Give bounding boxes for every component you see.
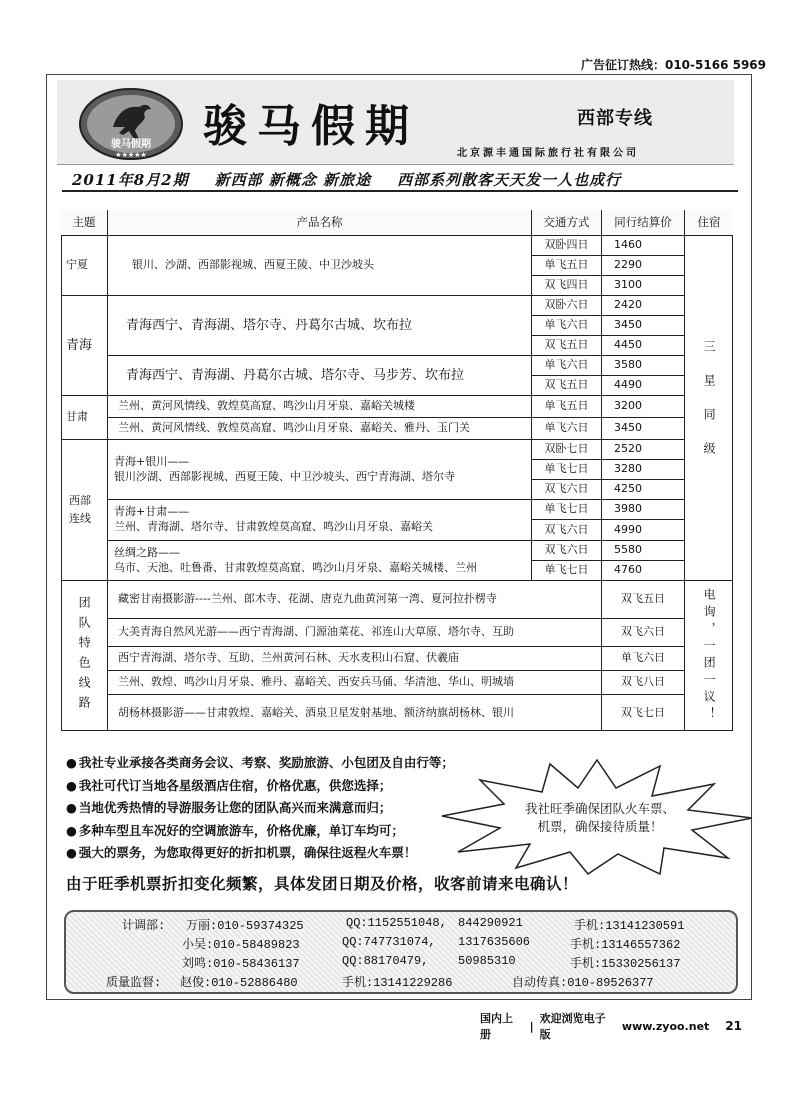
- quality-label: 质量监督:: [106, 976, 162, 990]
- transport-cell: 单飞七日: [532, 460, 602, 480]
- west-1-title: 青海+银川——: [114, 454, 190, 468]
- price-cell: 4760: [602, 561, 685, 581]
- transport-cell: 单飞六日: [602, 647, 685, 671]
- transport-cell: 单飞六日: [532, 418, 602, 440]
- footer-separator: |: [529, 1019, 534, 1033]
- transport-cell: 双卧七日: [532, 440, 602, 460]
- price-cell: 4990: [602, 520, 685, 541]
- footer-welcome: 欢迎浏览电子版: [539, 1012, 606, 1041]
- transport-cell: 双飞七日: [602, 695, 685, 731]
- transport-cell: 双卧六日: [532, 296, 602, 316]
- region-gansu: 甘肃: [61, 396, 108, 440]
- product-ningxia: 银川、沙湖、西部影视城、西夏王陵、中卫沙坡头: [108, 236, 532, 296]
- transport-cell: 双飞六日: [532, 541, 602, 561]
- product-west-1: [108, 440, 532, 500]
- price-cell: 3450: [602, 316, 685, 336]
- region-west: [61, 440, 108, 581]
- list-item: ● 我社可代订当地各星级酒店住宿，价格优惠，供您选择；: [66, 775, 454, 798]
- starburst-line-1: 我社旺季确保团队火车票、: [524, 801, 675, 816]
- price-cell: 3980: [602, 500, 685, 520]
- contact-name: 小吴:010-58489823: [182, 938, 300, 952]
- contact-qq: QQ:88170479,: [342, 954, 429, 968]
- price-cell: 3200: [602, 396, 685, 418]
- contact-mobile: 手机:13141230591: [574, 919, 685, 933]
- contact-row: [66, 973, 736, 992]
- transport-cell: 单飞六日: [532, 356, 602, 376]
- product-gansu-2: 兰州、黄河风情线、敦煌莫高窟、鸣沙山月牙泉、嘉峪关、雅丹、玉门关: [108, 418, 532, 440]
- contact-qq: QQ:747731074,: [342, 935, 436, 949]
- transport-cell: 双飞五日: [532, 376, 602, 396]
- price-notice: 由于旺季机票折扣变化频繁，具体发团日期及价格，收客前请来电确认！: [66, 875, 579, 893]
- group-note-text: 电询，一团一议！: [702, 588, 717, 724]
- transport-cell: 单飞五日: [532, 396, 602, 418]
- brand-subline: 西部专线: [577, 108, 653, 129]
- price-cell: 2290: [602, 256, 685, 276]
- quality-mobile: 手机:13141229286: [342, 976, 453, 990]
- service-list: [66, 752, 454, 865]
- price-cell: 4450: [602, 336, 685, 356]
- contact-row: [66, 954, 736, 973]
- header-hotel: 住宿: [685, 210, 733, 236]
- price-cell: 2420: [602, 296, 685, 316]
- contact-qq: QQ:1152551048,: [346, 916, 447, 930]
- price-cell: 4250: [602, 480, 685, 500]
- price-cell: 5580: [602, 541, 685, 561]
- product-west-3: [108, 541, 532, 581]
- transport-cell: 单飞六日: [532, 316, 602, 336]
- price-cell: 3100: [602, 276, 685, 296]
- transport-cell: 双飞五日: [602, 581, 685, 619]
- slogan-bar: [62, 168, 738, 192]
- price-cell: 3450: [602, 418, 685, 440]
- contact-mobile: 手机:15330256137: [570, 957, 681, 971]
- header-theme: 主题: [61, 210, 108, 236]
- logo-stars: ★★★★★: [115, 151, 147, 159]
- west-2-text: 兰州、青海湖、塔尔寺、甘肃敦煌莫高窟、鸣沙山月牙泉、嘉峪关: [114, 520, 433, 533]
- price-cell: 2520: [602, 440, 685, 460]
- page-number: 21: [725, 1019, 742, 1033]
- west-3-text: 乌市、天池、吐鲁番、甘肃敦煌莫高窟、鸣沙山月牙泉、嘉峪关城楼、兰州: [114, 560, 477, 574]
- product-gansu-1: 兰州、黄河风情线、敦煌莫高窟、鸣沙山月牙泉、嘉峪关城楼: [108, 396, 532, 418]
- header-transport: 交通方式: [532, 210, 602, 236]
- horse-logo: [79, 87, 183, 161]
- west-2-title: 青海+甘肃——: [114, 505, 190, 519]
- starburst-line-2: 机票，确保接待质量！: [537, 819, 663, 834]
- product-group-5: 胡杨林摄影游——甘肃敦煌、嘉峪关、酒泉卫星发射基地、额济纳旗胡杨林、银川: [108, 695, 602, 731]
- contact-row: [66, 935, 736, 954]
- transport-cell: 单飞七日: [532, 500, 602, 520]
- list-item: ● 强大的票务，为您取得更好的折扣机票，确保往返程火车票！: [66, 842, 454, 865]
- slogan-departures: 西部系列散客天天发一人也成行: [397, 170, 622, 189]
- ad-hotline: 广告征订热线：010-5166 5969: [580, 58, 766, 72]
- hotel-note-text: 三星同级: [702, 340, 717, 476]
- product-west-2: [108, 500, 532, 541]
- transport-cell: 单飞五日: [532, 256, 602, 276]
- transport-cell: 双飞六日: [532, 520, 602, 541]
- transport-cell: 双飞八日: [602, 671, 685, 695]
- group-note: [685, 581, 733, 731]
- list-item: ● 当地优秀热情的导游服务让您的团队高兴而来满意而归；: [66, 797, 454, 820]
- contact-qq2: 50985310: [458, 954, 516, 968]
- product-group-2: 大美青海自然风光游——西宁青海湖、门源油菜花、祁连山大草原、塔尔寺、互助: [108, 619, 602, 647]
- contact-qq2: 1317635606: [458, 935, 531, 949]
- contact-mobile: 手机:13146557362: [570, 938, 681, 952]
- product-qinghai-2: 青海西宁、青海湖、丹葛尔古城、塔尔寺、马步芳、坎布拉: [108, 356, 532, 396]
- brand-title: 骏马假期: [203, 101, 419, 152]
- price-cell: 4490: [602, 376, 685, 396]
- header-price: 同行结算价: [602, 210, 685, 236]
- transport-cell: 单飞七日: [532, 561, 602, 581]
- contact-name: 刘鸣:010-58436137: [182, 957, 300, 971]
- west-1-text: 银川沙湖、西部影视城、西夏王陵、中卫沙坡头、西宁青海湖、塔尔寺: [114, 469, 455, 483]
- price-cell: 3280: [602, 460, 685, 480]
- agency-name: 北京源丰通国际旅行社有限公司: [457, 148, 639, 159]
- product-group-4: 兰州、敦煌、鸣沙山月牙泉、雅丹、嘉峪关、西安兵马俑、华清池、华山、明城墙: [108, 671, 602, 695]
- contact-qq2: 844290921: [458, 916, 523, 930]
- header-banner: [57, 80, 734, 165]
- list-item: ● 我社专业承接各类商务会议、考察、奖励旅游、小包团及自由行等；: [66, 752, 454, 775]
- price-cell: 3580: [602, 356, 685, 376]
- product-group-3: 西宁青海湖、塔尔寺、互助、兰州黄河石林、天水麦积山石窟、伏羲庙: [108, 647, 602, 671]
- header-product: 产品名称: [108, 210, 532, 236]
- dept-label: 计调部:: [122, 919, 166, 933]
- west-3-title: 丝绸之路——: [114, 545, 180, 559]
- footer-section: 国内上册: [480, 1012, 513, 1041]
- transport-cell: 双飞五日: [532, 336, 602, 356]
- region-group-text: 团队特色线路: [77, 596, 92, 716]
- product-group-1: 藏密甘南摄影游----兰州、郎木寺、花湖、唐克九曲黄河第一湾、夏河拉扑楞寺: [108, 581, 602, 619]
- region-qinghai: 青海: [61, 296, 108, 396]
- starburst-text: [500, 800, 700, 836]
- region-west-label: 西部连线: [69, 494, 91, 525]
- transport-cell: 双飞六日: [532, 480, 602, 500]
- contact-row: [66, 916, 736, 935]
- page-footer: [480, 1010, 742, 1042]
- footer-site-link[interactable]: www.zyoo.net: [621, 1019, 710, 1033]
- transport-cell: 双飞四日: [532, 276, 602, 296]
- logo-text: 骏马假期: [111, 139, 151, 150]
- region-ningxia: 宁夏: [61, 236, 108, 296]
- hotel-note: [685, 236, 733, 581]
- price-cell: 1460: [602, 236, 685, 256]
- transport-cell: 双卧四日: [532, 236, 602, 256]
- issue-date: 2011年8月2期: [72, 170, 189, 189]
- quality-contact: 赵俊:010-52886480: [180, 976, 298, 990]
- contact-box: [64, 910, 738, 994]
- list-item: ● 多种车型且车况好的空调旅游车，价格优廉，单订车均可；: [66, 820, 454, 843]
- transport-cell: 双飞六日: [602, 619, 685, 647]
- product-qinghai-1: 青海西宁、青海湖、塔尔寺、丹葛尔古城、坎布拉: [108, 296, 532, 356]
- slogan-concept: 新西部 新概念 新旅途: [214, 170, 372, 189]
- region-group: [61, 581, 108, 731]
- fax-number: 自动传真:010-89526377: [512, 976, 654, 990]
- contact-name: 万丽:010-59374325: [186, 919, 304, 933]
